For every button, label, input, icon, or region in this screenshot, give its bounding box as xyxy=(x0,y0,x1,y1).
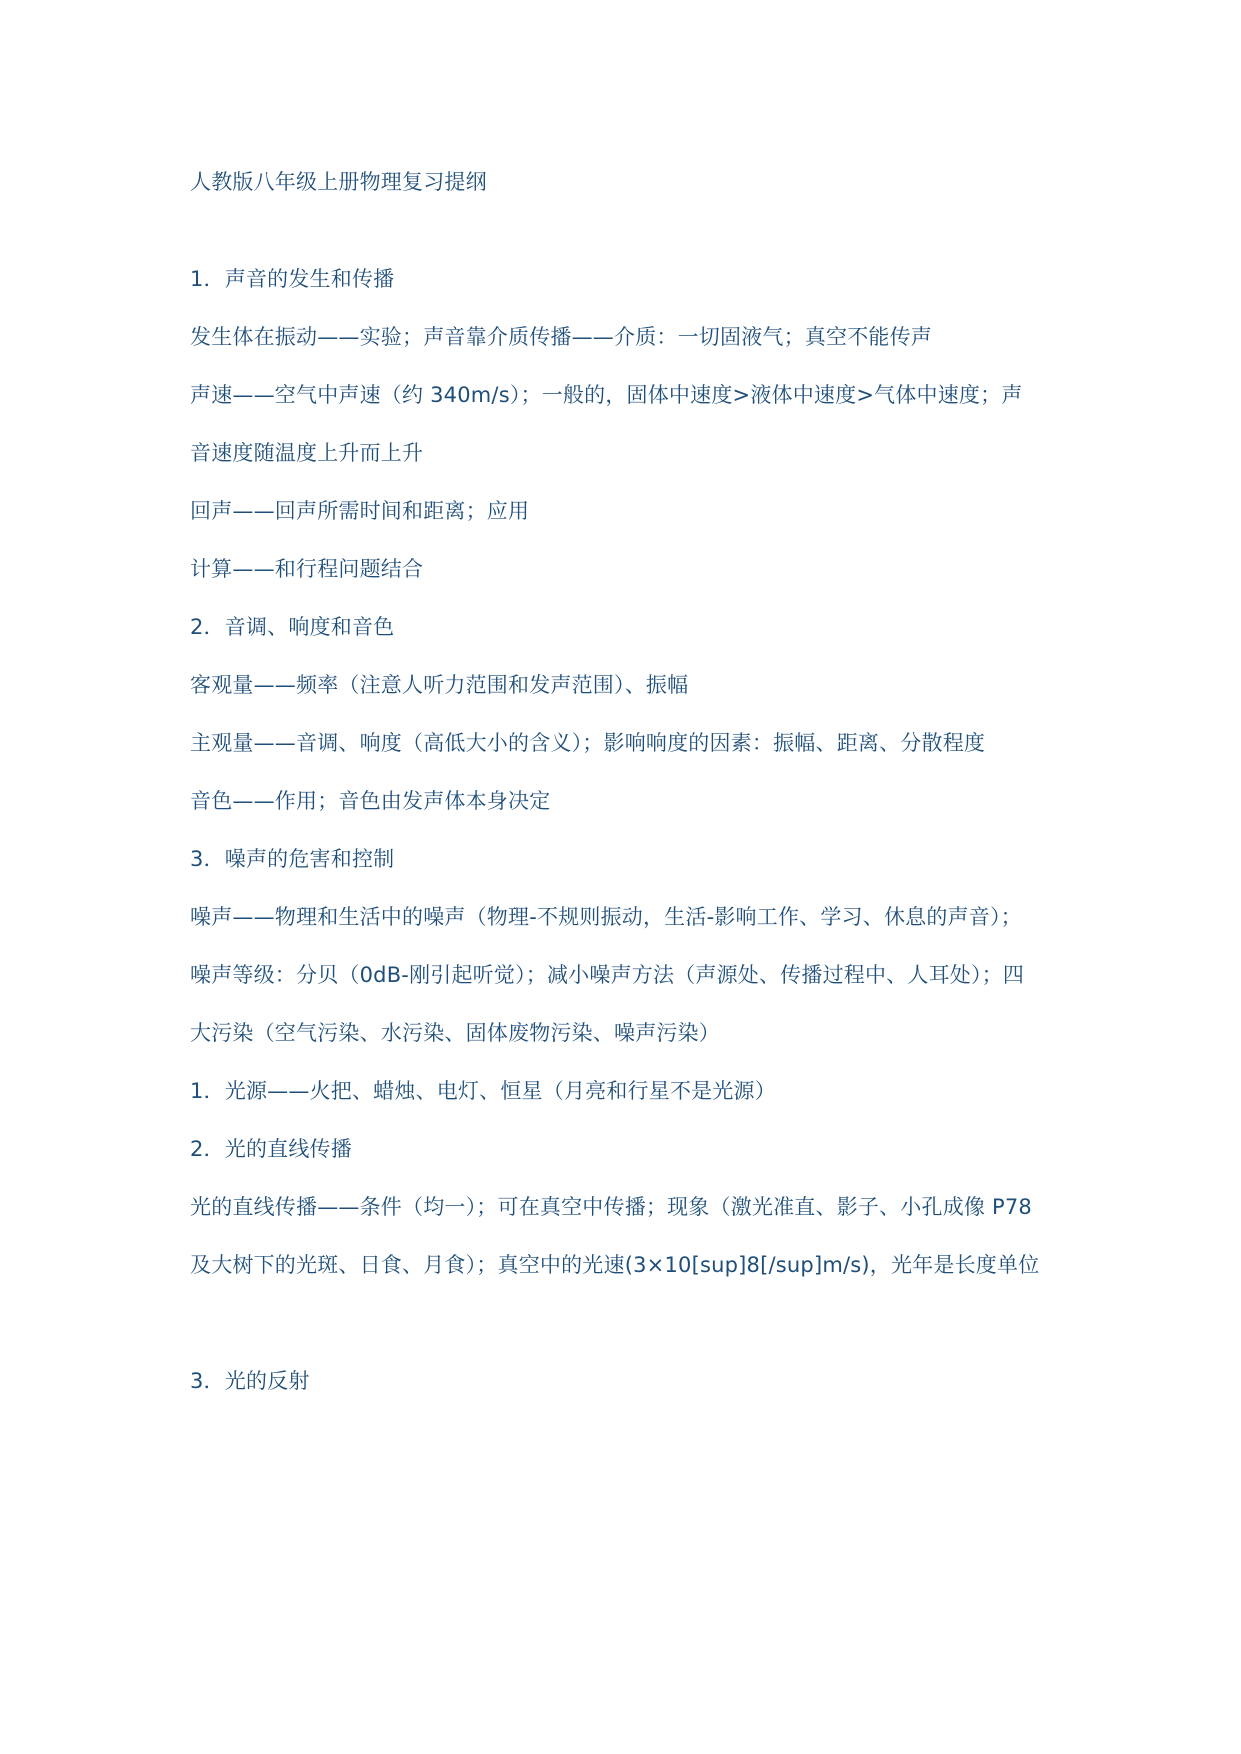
heading-noise-control: 3．噪声的危害和控制 xyxy=(190,847,395,871)
text-line: 噪声——物理和生活中的噪声（物理-不规则振动，生活-影响工作、学习、休息的声音）； xyxy=(190,905,1022,929)
text-line: 主观量——音调、响度（高低大小的含义）；影响响度的因素：振幅、距离、分散程度 xyxy=(190,731,986,755)
text-line: 客观量——频率（注意人听力范围和发声范围）、振幅 xyxy=(190,673,689,697)
text-line: 音速度随温度上升而上升 xyxy=(190,441,424,465)
text-line: 大污染（空气污染、水污染、固体废物污染、噪声污染） xyxy=(190,1021,720,1045)
heading-light-sources: 1．光源——火把、蜡烛、电灯、恒星（月亮和行星不是光源） xyxy=(190,1079,776,1103)
heading-pitch-loudness-timbre: 2．音调、响度和音色 xyxy=(190,615,395,639)
text-line: 噪声等级：分贝（0dB-刚引起听觉）；减小噪声方法（声源处、传播过程中、人耳处）；四 xyxy=(190,963,1025,987)
heading-sound-generation: 1．声音的发生和传播 xyxy=(190,267,395,291)
heading-light-reflection: 3．光的反射 xyxy=(190,1369,310,1393)
text-line: 发生体在振动——实验；声音靠介质传播——介质：一切固液气；真空不能传声 xyxy=(190,325,932,349)
text-line: 回声——回声所需时间和距离；应用 xyxy=(190,499,530,523)
text-line: 光的直线传播——条件（均一）；可在真空中传播；现象（激光准直、影子、小孔成像 P78 xyxy=(190,1195,1032,1219)
text-line: 计算——和行程问题结合 xyxy=(190,557,424,581)
document-title: 人教版八年级上册物理复习提纲 xyxy=(190,170,487,194)
heading-light-propagation: 2．光的直线传播 xyxy=(190,1137,352,1161)
text-line: 及大树下的光斑、日食、月食）；真空中的光速(3×10[sup]8[/sup]m/s)，光年是长度单位 xyxy=(190,1253,1040,1277)
text-line: 音色——作用；音色由发声体本身决定 xyxy=(190,789,551,813)
text-line: 声速——空气中声速（约 340m/s）；一般的，固体中速度>液体中速度>气体中速度；声 xyxy=(190,383,1023,407)
